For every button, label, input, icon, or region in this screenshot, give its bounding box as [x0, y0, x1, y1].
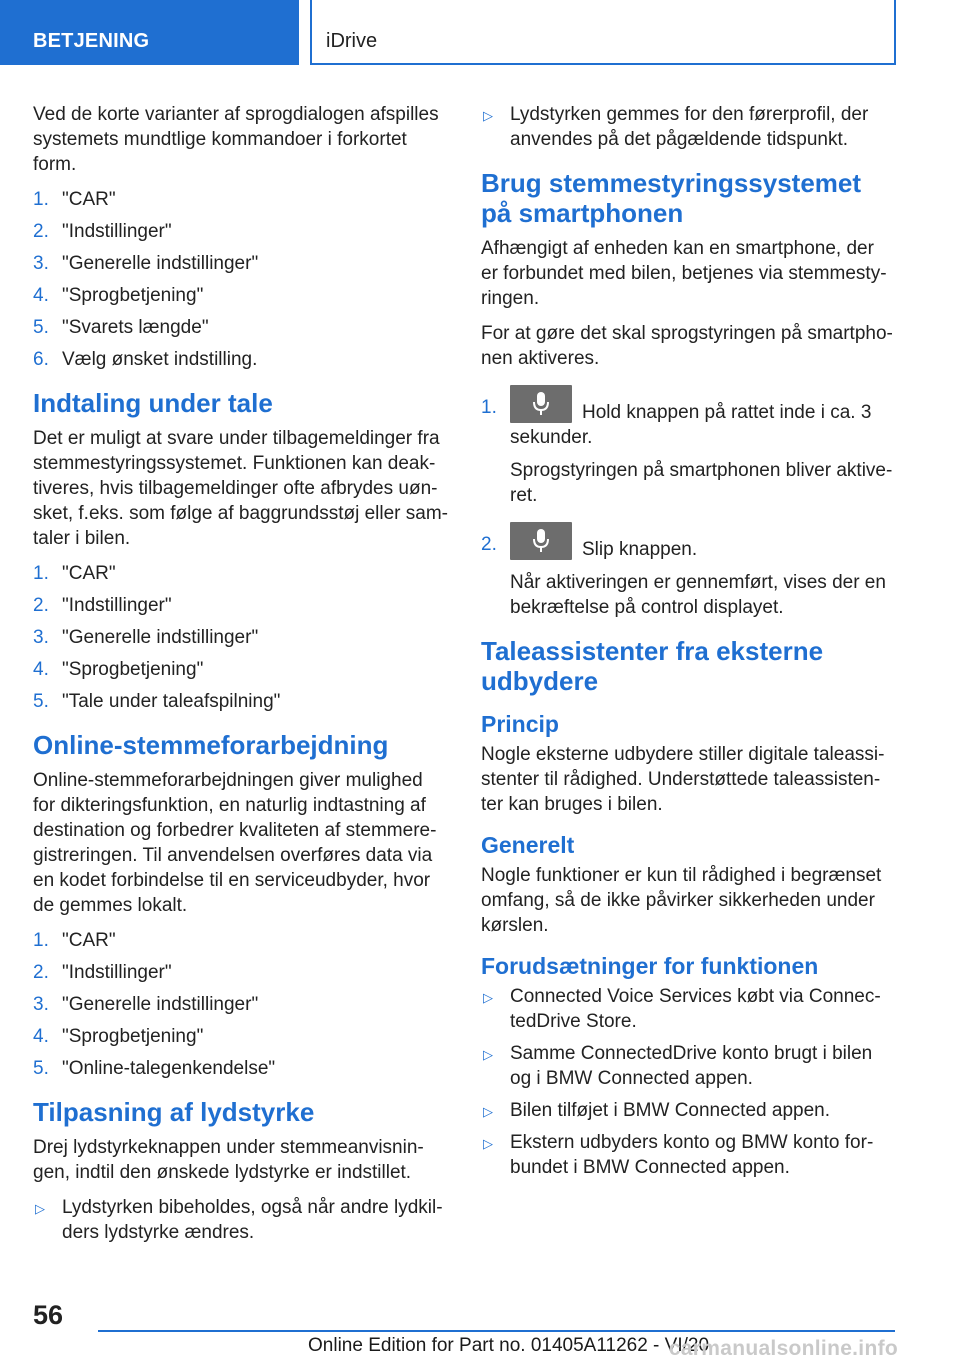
section-tab: BETJENING: [0, 0, 299, 65]
chapter-title: iDrive: [310, 0, 896, 65]
microphone-icon: [510, 385, 572, 423]
list-item: 5. "Online-talegenkendelse": [33, 1058, 276, 1079]
page-number: 56: [33, 1300, 64, 1330]
heading-princip: Princip: [481, 711, 559, 737]
paragraph-smartphone-2: For at gøre det skal sprogstyringen på smartphonen aktiveres.: [481, 323, 893, 369]
list-item: 5. "Tale under taleafspilning": [33, 691, 281, 712]
button-step-1: 1. Hold knappen på rattet inde i ca. 3 sekunder. Sprogstyringen på smartphonen bliver aktiveret.: [481, 385, 895, 508]
edition-text: Online Edition for Part no. 01405A11262 - VI/20: [308, 1335, 710, 1356]
list-item: ▷ Lydstyrken gemmes for den førerprofil, der anvendes på det pågældende tidspunkt.: [483, 104, 869, 150]
steps-list-indtaling: [33, 561, 448, 714]
bullet-list-forudsaetninger: [481, 984, 895, 1180]
heading-online: Online-stemmeforarbejdning: [33, 730, 389, 760]
button-step-2: 2. Slip knappen. Når aktiveringen er gennemført, vises der en bekræftelse på control displayet.: [481, 522, 895, 620]
list-item: 5. "Svarets længde": [33, 317, 209, 338]
bullet-list-lydstyrke-cont: [481, 102, 895, 152]
paragraph-generelt: Nogle funktioner er kun til rådighed i begrænset omfang, så de ikke påvirker sikkerheden under kørslen.: [481, 865, 882, 936]
footer-divider: [98, 1330, 895, 1332]
right-column: [481, 102, 895, 1188]
left-column: [33, 102, 448, 1253]
steps-list-online: [33, 928, 448, 1081]
triangle-bullet-icon: ▷: [483, 1104, 493, 1119]
list-item: ▷ Connected Voice Services købt via ConnectedDrive Store.: [483, 986, 881, 1032]
list-item: ▷ Samme ConnectedDrive konto brugt i bilen og i BMW Connected appen.: [483, 1043, 873, 1089]
button-step-2-result: Når aktiveringen er gennemført, vises der en bekræftelse på control displayet.: [510, 572, 886, 618]
list-item: 4. "Sprogbetjening": [33, 285, 204, 306]
button-step-1-result: Sprogstyringen på smartphonen bliver aktiveret.: [510, 460, 893, 506]
steps-list-short-dialog: [33, 187, 448, 372]
paragraph-online: Online-stemmeforarbejdningen giver mulighed for dikteringsfunktion, en naturlig indtastning af destination og forbedrer kvaliteten af stemmeregistreringen. Til anvendelsen overføres data via en kodet forbindelse til en serviceudbyder, hvor de gemmes lokalt.: [33, 770, 437, 916]
bullet-list-lydstyrke: [33, 1195, 448, 1245]
triangle-bullet-icon: ▷: [35, 1201, 45, 1216]
heading-indtaling: Indtaling under tale: [33, 388, 273, 418]
paragraph-smartphone-1: Afhængigt af enheden kan en smartphone, der er forbundet med bilen, betjenes via stemmestyringen.: [481, 238, 887, 309]
list-item: 2. "Indstillinger": [33, 221, 172, 242]
list-item: ▷ Lydstyrken bibeholdes, også når andre lydkilders lydstyrke ændres.: [35, 1197, 443, 1243]
heading-taleassistenter: Taleassistenter fra eksterne udbydere: [481, 636, 824, 696]
triangle-bullet-icon: ▷: [483, 1136, 493, 1151]
paragraph-indtaling: Det er muligt at svare under tilbagemeldinger fra stemmestyringssystemet. Funktionen kan deaktiveres, hvis tilbagemeldinger ofte afbrydes uønsket, f.eks. som følge af baggrundsstøj eller samtaler i bilen.: [33, 428, 448, 549]
paragraph-lydstyrke: Drej lydstyrkeknappen under stemmeanvisningen, indtil den ønskede lydstyrke er indstillet.: [33, 1137, 424, 1183]
heading-lydstyrke: Tilpasning af lydstyrke: [33, 1097, 315, 1127]
list-item: 6. Vælg ønsket indstilling.: [33, 349, 258, 370]
list-item: 4. "Sprogbetjening": [33, 659, 204, 680]
list-item: 1. "CAR": [33, 189, 116, 210]
triangle-bullet-icon: ▷: [483, 990, 493, 1005]
microphone-icon: [510, 522, 572, 560]
triangle-bullet-icon: ▷: [483, 1047, 493, 1062]
list-item: 3. "Generelle indstillinger": [33, 253, 259, 274]
list-item: 1. "CAR": [33, 930, 116, 951]
list-item: 1. "CAR": [33, 563, 116, 584]
list-item: 3. "Generelle indstillinger": [33, 627, 259, 648]
heading-forudsaetninger: Forudsætninger for funktionen: [481, 953, 819, 979]
list-item: ▷ Bilen tilføjet i BMW Connected appen.: [481, 1098, 895, 1123]
list-item: ▷ Ekstern udbyders konto og BMW konto forbundet i BMW Connected appen.: [483, 1132, 874, 1178]
list-item: 2. "Indstillinger": [33, 595, 172, 616]
triangle-bullet-icon: ▷: [483, 108, 493, 123]
paragraph-princip: Nogle eksterne udbydere stiller digitale taleassistenter til rådighed. Understøttede taleassistenter kan bruges i bilen.: [481, 744, 885, 815]
list-item: 4. "Sprogbetjening": [33, 1026, 204, 1047]
list-item: 2. "Indstillinger": [33, 962, 172, 983]
intro-paragraph: Ved de korte varianter af sprogdialogen afspilles systemets mundtlige kommandoer i forkortet form.: [33, 104, 439, 175]
list-item: 3. "Generelle indstillinger": [33, 994, 259, 1015]
heading-smartphone: Brug stemmestyringssystemet på smartphonen: [481, 168, 862, 228]
watermark: carmanualsonline.info: [668, 1337, 898, 1360]
heading-generelt: Generelt: [481, 832, 575, 858]
